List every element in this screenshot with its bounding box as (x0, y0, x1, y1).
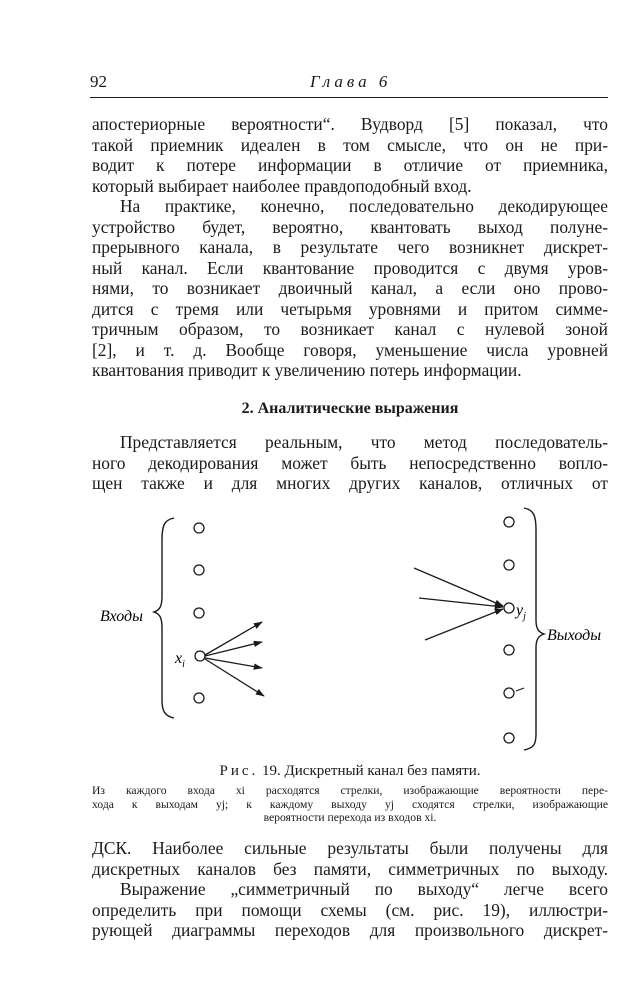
paragraph-4 (92, 838, 608, 879)
paragraph-2 (92, 196, 608, 381)
channel-diagram (92, 500, 612, 760)
header-rule (90, 97, 608, 98)
output-node-label: $y_j$ (516, 602, 526, 622)
text-line: ного декодирования может быть непосредственно вопло- (92, 452, 608, 473)
input-node (194, 565, 204, 575)
output-node (504, 733, 514, 743)
figure-caption-text (92, 784, 608, 825)
text-line: ДСК. Наиболее сильные результаты были получены для (92, 838, 608, 858)
outputs-label: Выходы (547, 627, 602, 644)
text-line: водит к потере информации в отличие от приемника, (92, 155, 608, 175)
caption-line: хода к выходам yj; к каждому выходу yj сходятся стрелки, изображающие (92, 797, 608, 811)
text-line: [2], и т. д. Вообще говоря, уменьшение числа уровней (92, 339, 608, 360)
page-number: 92 (90, 72, 107, 91)
input-node-label: $x_i$ (175, 650, 185, 670)
text-line: определить при помощи схемы (см. рис. 19), иллюстри- (92, 899, 608, 920)
text-line: Представляется реальным, что метод последователь- (120, 432, 608, 452)
text-line: На практике, конечно, последовательно декодирующее (120, 196, 608, 216)
output-node (504, 688, 514, 698)
text-line: Выражение „симметричный по выходу“ легче всего (120, 879, 608, 899)
text-line: квантования приводит к увеличению потерь информации. (92, 360, 522, 380)
text-block-bottom (92, 838, 608, 941)
section-title: 2. Аналитические выражения (241, 400, 459, 417)
output-node (504, 645, 514, 655)
input-node-xi (195, 651, 205, 661)
transition-arrow (419, 598, 503, 607)
text-line: апостериорные вероятности“. Вудворд [5] показал, что (92, 114, 608, 134)
transition-arrow (425, 609, 503, 640)
caption-line: Из каждого входа xi расходятся стрелки, изображающие вероятности пере- (92, 784, 608, 797)
text-line: дискретных каналов без памяти, симметричных по выходу. (92, 858, 608, 879)
figure-word: Рис. (219, 763, 259, 779)
output-node-yj (504, 603, 514, 613)
inputs-brace (154, 518, 174, 718)
text-line: устройство будет, вероятно, квантовать выход полуне- (92, 216, 608, 237)
outputs-brace (524, 508, 544, 750)
output-node (504, 517, 514, 527)
figure-caption-title (92, 763, 608, 780)
caption-line: вероятности перехода из входов xi. (263, 811, 437, 825)
paragraph-3 (92, 432, 608, 494)
input-node (194, 693, 204, 703)
text-line: который выбирает наиболее правдоподобный вход. (92, 175, 472, 196)
text-line: рующей диаграммы переходов для произвольного дискрет- (92, 920, 608, 940)
running-head: Глава 6 (310, 72, 392, 91)
text-line: нями, то возникает двоичный канал, а если оно прово- (92, 278, 608, 298)
paragraph-5 (92, 879, 608, 941)
output-node (504, 560, 514, 570)
text-block-top (92, 114, 608, 381)
paragraph-1 (92, 114, 608, 196)
transition-arrow (205, 659, 264, 696)
transition-arrow (205, 642, 262, 656)
text-block-section (92, 432, 608, 494)
text-line: такой приемник идеален в том смысле, что он не при- (92, 134, 608, 155)
text-line: щен также и для многих других каналов, отличных от (92, 473, 608, 493)
transition-arrow (205, 658, 262, 668)
text-line: дится с тремя или четырьмя уровнями и притом симме- (92, 298, 608, 319)
figure-19 (92, 500, 612, 760)
transition-arrow (205, 622, 262, 655)
inputs-label: Входы (100, 608, 143, 625)
transition-arrow (414, 568, 503, 606)
text-line: прерывного канала, в результате чего возникнет дискрет- (92, 237, 608, 257)
text-line: тричным образом, то возникает канал с нулевой зоной (92, 319, 608, 339)
figure-title: 19. Дискретный канал без памяти. (262, 763, 481, 779)
text-line: ный канал. Если квантование проводится с двумя уров- (92, 257, 608, 278)
input-node (194, 523, 204, 533)
input-node (194, 608, 204, 618)
output-tick (516, 688, 524, 691)
